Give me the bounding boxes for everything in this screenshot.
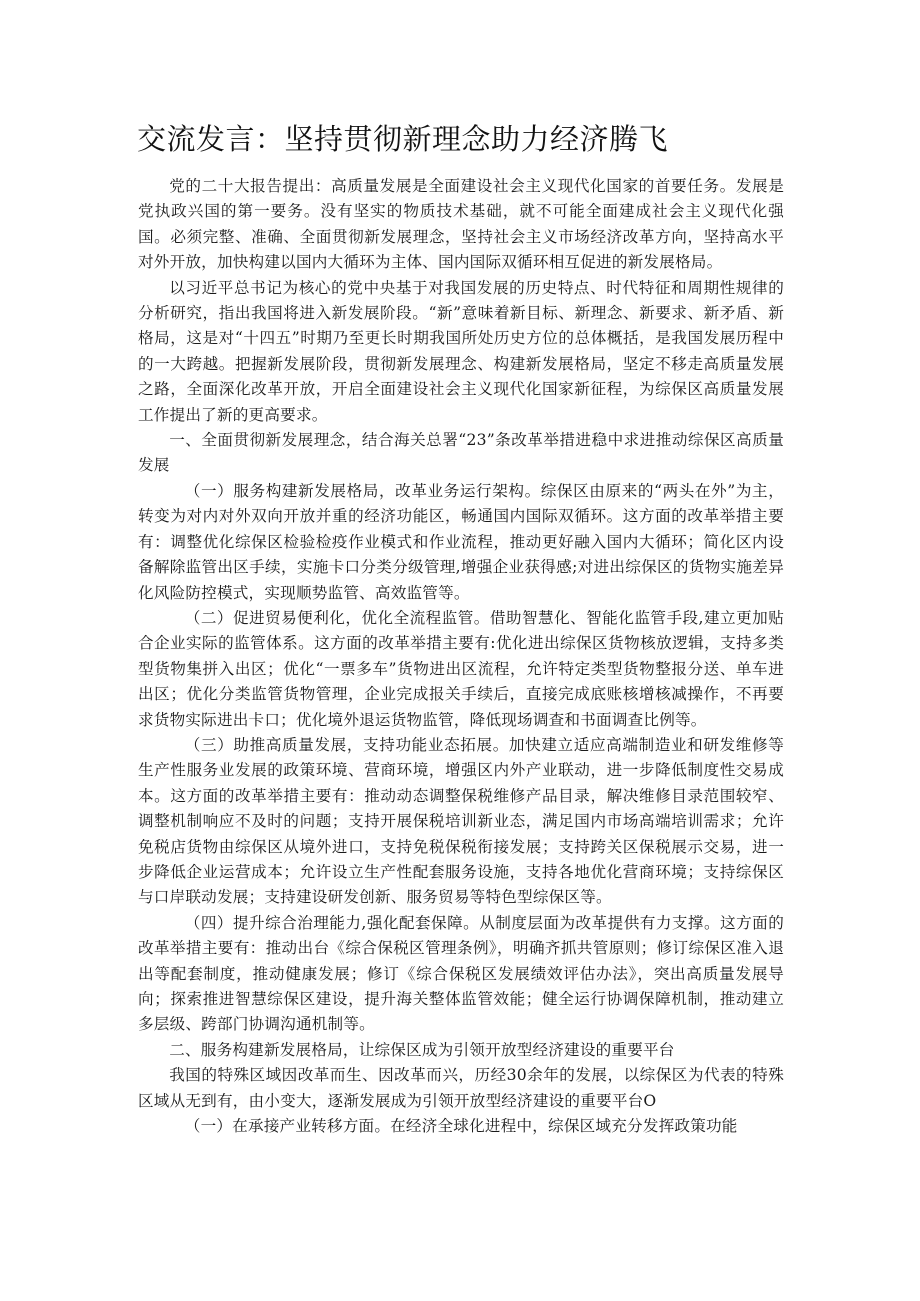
document-body: [138, 174, 784, 1139]
section-heading-2: 二、服务构建新发展格局，让综保区成为引领开放型经济建设的重要平台: [169, 1040, 675, 1059]
subsection-1-4: （四）提升综合治理能力,强化配套保障。从制度层面为改革提供有力支撑。这方面的改革举措主要有：推动出台《综合保税区管理条例》，明确齐抓共管原则；修订综保区准入退出等配套制度，推动健康发展；修订《综合保税区发展绩效评估办法》，突出高质量发展导向；探索推进智慧综保区建设，提升海关整体监管效能；健全运行协调保障机制，推动建立多层级、跨部门协调沟通机制等。: [138, 913, 784, 1034]
paragraph-intro: 党的二十大报告提出：高质量发展是全面建设社会主义现代化国家的首要任务。发展是党执政兴国的第一要务。没有坚实的物质技术基础，就不可能全面建成社会主义现代化强国。必须完整、准确、全面贯彻新发展理念，坚持社会主义市场经济改革方向，坚持高水平对外开放，加快构建以国内大循环为主体、国内国际双循环相互促进的新发展格局。: [138, 177, 784, 272]
subsection-1-1: （一）服务构建新发展格局，改革业务运行架构。综保区由原来的“两头在外”为主，转变为对内对外双向开放并重的经济功能区，畅通国内国际双循环。这方面的改革举措主要有：调整优化综保区检验检疫作业模式和作业流程，推动更好融入国内大循环；简化区内设备解除监管出区手续，实施卡口分类分级管理,增强企业获得感;对进出综保区的货物实施差异化风险防控模式，实现顺势监管、高效监管等。: [138, 481, 784, 602]
subsection-1-2: （二）促进贸易便利化，优化全流程监管。借助智慧化、智能化监管手段,建立更加贴合企业实际的监管体系。这方面的改革举措主要有:优化进出综保区货物核放逻辑，支持多类型货物集拼入出区；优化“一票多车”货物进出区流程，允许特定类型货物整报分送、单车进出区；优化分类监管货物管理，企业完成报关手续后，直接完成底账核增核减操作，不再要求货物实际进出卡口；优化境外退运货物监管，降低现场调查和书面调查比例等。: [138, 608, 784, 729]
paragraph-special-zones: 我国的特殊区域因改革而生、因改革而兴，历经30余年的发展，以综保区为代表的特殊区域从无到有，由小变大，逐渐发展成为引领开放型经济建设的重要平台O: [138, 1066, 784, 1110]
subsection-1-3: （三）助推高质量发展，支持功能业态拓展。加快建立适应高端制造业和研发维修等生产性服务业发展的政策环境、营商环境，增强区内外产业联动，进一步降低制度性交易成本。这方面的改革举措主要有：推动动态调整保税维修产品目录，解决维修目录范围较窄、调整机制响应不及时的问题；支持开展保税培训新业态，满足国内市场高端培训需求；允许免税店货物由综保区从境外进口，支持免税保税衔接发展；支持跨关区保税展示交易，进一步降低企业运营成本；允许设立生产性配套服务设施，支持各地优化营商环境；支持综保区与口岸联动发展；支持建设研发创新、服务贸易等特色型综保区等。: [138, 735, 784, 907]
subsection-2-1: （一）在承接产业转移方面。在经济全球化进程中，综保区域充分发挥政策功能: [184, 1117, 738, 1136]
paragraph-new-stage: 以习近平总书记为核心的党中央基于对我国发展的历史特点、时代特征和周期性规律的分析研究，指出我国将进入新发展阶段。“新”意味着新目标、新理念、新要求、新矛盾、新格局，这是对“十四五”时期乃至更长时期我国所处历史方位的总体概括，是我国发展历程中的一大跨越。把握新发展阶段，贯彻新发展理念、构建新发展格局，坚定不移走高质量发展之路，全面深化改革开放，开启全面建设社会主义现代化国家新征程，为综保区高质量发展工作提出了新的更高要求。: [138, 278, 784, 424]
document-title: 交流发言：坚持贯彻新理念助力经济腾飞: [137, 122, 669, 156]
section-heading-1: 一、全面贯彻新发展理念，结合海关总署“23”条改革举措进稳中求进推动综保区高质量发展: [138, 431, 784, 475]
